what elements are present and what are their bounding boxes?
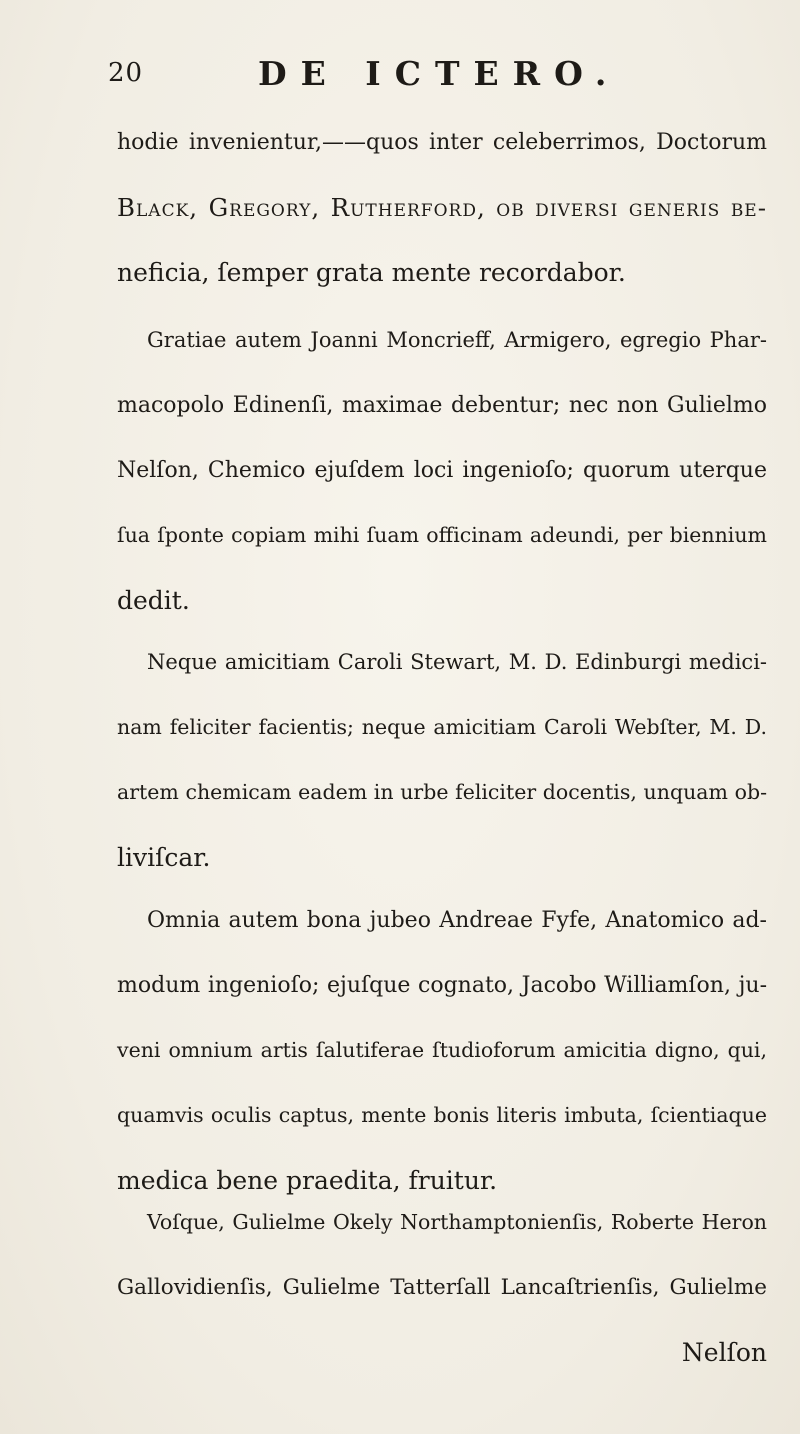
running-title: DE ICTERO. [258, 54, 621, 93]
text-line: Voſque, Gulielme Okely Northamptonienſis, Roberte Heron [147, 1210, 767, 1234]
text-line: veni omnium artis ſalutiferae ſtudioforum amicitia digno, qui, [117, 1038, 767, 1062]
text-line: medica bene praedita, fruitur. [117, 1166, 498, 1195]
text-line: quamvis oculis captus, mente bonis literis imbuta, ſcientiaque [117, 1103, 767, 1127]
text-line: neficia, ſemper grata mente recordabor. [117, 258, 626, 287]
paragraph-3 [117, 630, 767, 890]
text-line: macopolo Edinenſi, maximae debentur; nec non Gulielmo [117, 393, 767, 418]
paragraph-4 [117, 888, 767, 1213]
text-line: Black, Gregory, Rutherford, ob diverſi generis be- [117, 193, 767, 222]
text-line: Nelſon, Chemico ejuſdem loci ingenioſo; quorum uterque [117, 458, 767, 483]
text-line: Omnia autem bona jubeo Andreae Fyfe, Anatomico ad- [147, 908, 767, 933]
text-line: Gallovidienſis, Gulielme Tatterſall Lancaſtrienſis, Gulielme [117, 1275, 767, 1300]
text-line: liviſcar. [117, 843, 211, 872]
text-line: dedit. [117, 586, 190, 615]
text-line: Neque amicitiam Caroli Stewart, M. D. Edinburgi medici- [147, 650, 767, 674]
text-line: modum ingenioſo; ejuſque cognato, Jacobo Williamſon, ju- [117, 973, 767, 998]
paragraph-5 [117, 1190, 767, 1385]
text-line: ſua ſponte copiam mihi ſuam officinam adeundi, per biennium [117, 523, 767, 547]
text-line: artem chemicam eadem in urbe feliciter docentis, unquam ob- [117, 780, 767, 804]
text-line: nam feliciter facientis; neque amicitiam Caroli Webſter, M. D. [117, 715, 767, 739]
page-number: 20 [108, 58, 144, 88]
text-line: hodie invenientur,——quos inter celeberrimos, Doctorum [117, 130, 767, 155]
paragraph-1 [117, 110, 767, 305]
catchword: Nelſon [681, 1338, 767, 1367]
paragraph-2 [117, 308, 767, 633]
page-header [0, 56, 800, 96]
text-line: Gratiae autem Joanni Moncrieff, Armigero, egregio Phar- [147, 328, 767, 352]
